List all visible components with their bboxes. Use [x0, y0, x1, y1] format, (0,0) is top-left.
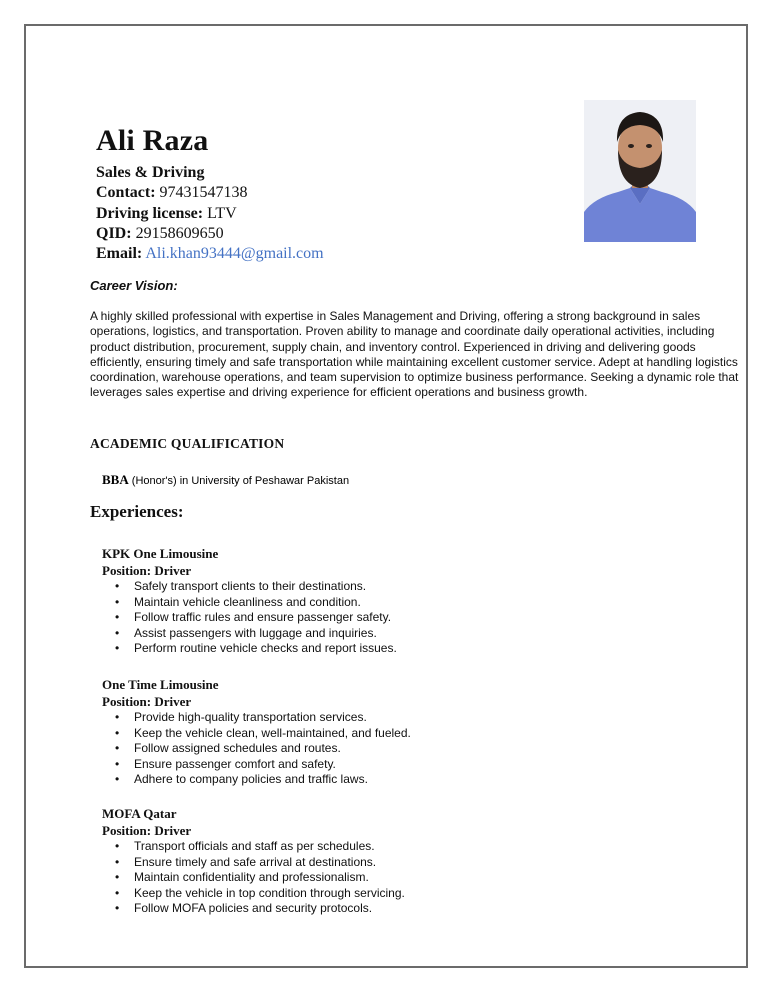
duties-list — [102, 579, 602, 657]
duties-list — [102, 839, 602, 917]
job-entry — [102, 676, 602, 788]
list-item: • Safely transport clients to their destinations. — [102, 579, 602, 595]
job-entry — [102, 545, 602, 657]
list-item: • Ensure timely and safe arrival at destinations. — [102, 855, 602, 871]
license-value: LTV — [203, 205, 237, 222]
list-item: • Keep the vehicle clean, well-maintained, and fueled. — [102, 726, 602, 742]
degree: BBA — [102, 472, 129, 487]
role-text: Sales & Driving — [96, 164, 205, 181]
job-entry — [102, 805, 602, 917]
career-vision-title: Career Vision: — [90, 278, 178, 293]
list-item: • Follow traffic rules and ensure passenger safety. — [102, 610, 602, 626]
company-name: One Time Limousine — [102, 677, 219, 692]
academic-entry — [102, 472, 349, 488]
academic-title: ACADEMIC QUALIFICATION — [90, 436, 285, 451]
list-item: • Adhere to company policies and traffic laws. — [102, 772, 602, 788]
duties-list — [102, 710, 602, 788]
candidate-name: Ali Raza — [96, 124, 209, 157]
company-name: MOFA Qatar — [102, 806, 177, 821]
contact-value: 97431547138 — [155, 184, 248, 201]
company-name: KPK One Limousine — [102, 546, 219, 561]
contact-line — [96, 183, 248, 203]
job-position: Position: Driver — [102, 823, 192, 838]
list-item: • Maintain confidentiality and professionalism. — [102, 870, 602, 886]
profile-photo-illustration — [584, 100, 696, 242]
license-line — [96, 204, 237, 224]
job-position: Position: Driver — [102, 563, 192, 578]
list-item: • Ensure passenger comfort and safety. — [102, 757, 602, 773]
contact-label: Contact: — [96, 184, 156, 201]
email-label: Email: — [96, 245, 143, 262]
experiences-title: Experiences: — [90, 502, 184, 521]
role-line — [96, 163, 204, 183]
qid-label: QID: — [96, 225, 132, 242]
profile-photo — [584, 100, 696, 242]
email-line — [96, 244, 324, 264]
list-item: • Provide high-quality transportation services. — [102, 710, 602, 726]
qid-value: 29158609650 — [131, 225, 224, 242]
list-item: • Perform routine vehicle checks and report issues. — [102, 641, 602, 657]
list-item: • Assist passengers with luggage and inquiries. — [102, 626, 602, 642]
list-item: • Keep the vehicle in top condition through servicing. — [102, 886, 602, 902]
list-item: • Maintain vehicle cleanliness and condition. — [102, 595, 602, 611]
list-item: • Follow MOFA policies and security protocols. — [102, 901, 602, 917]
license-label: Driving license: — [96, 205, 204, 222]
list-item: • Follow assigned schedules and routes. — [102, 741, 602, 757]
qid-line — [96, 224, 224, 244]
list-item: • Transport officials and staff as per schedules. — [102, 839, 602, 855]
career-vision-text: A highly skilled professional with expertise in Sales Management and Driving, offering a strong background in sales operations, logistics, and transportation. Proven ability to manage and coordinate daily operational activities, including product distribution, procurement, supply chain, and inventory control. Experienced in driving and delivering goods efficiently, ensuring timely and safe transportation while maintaining excellent customer service. Adept at handling logistics coordination, warehouse operations, and team supervision to optimize business performance. Seeking a dynamic role that leverages sales expertise and driving experience for efficient operations and business growth. — [90, 309, 739, 400]
degree-detail: (Honor's) in University of Peshawar Pakistan — [128, 475, 350, 487]
job-position: Position: Driver — [102, 694, 192, 709]
email-link[interactable]: Ali.khan93444@gmail.com — [142, 245, 324, 262]
